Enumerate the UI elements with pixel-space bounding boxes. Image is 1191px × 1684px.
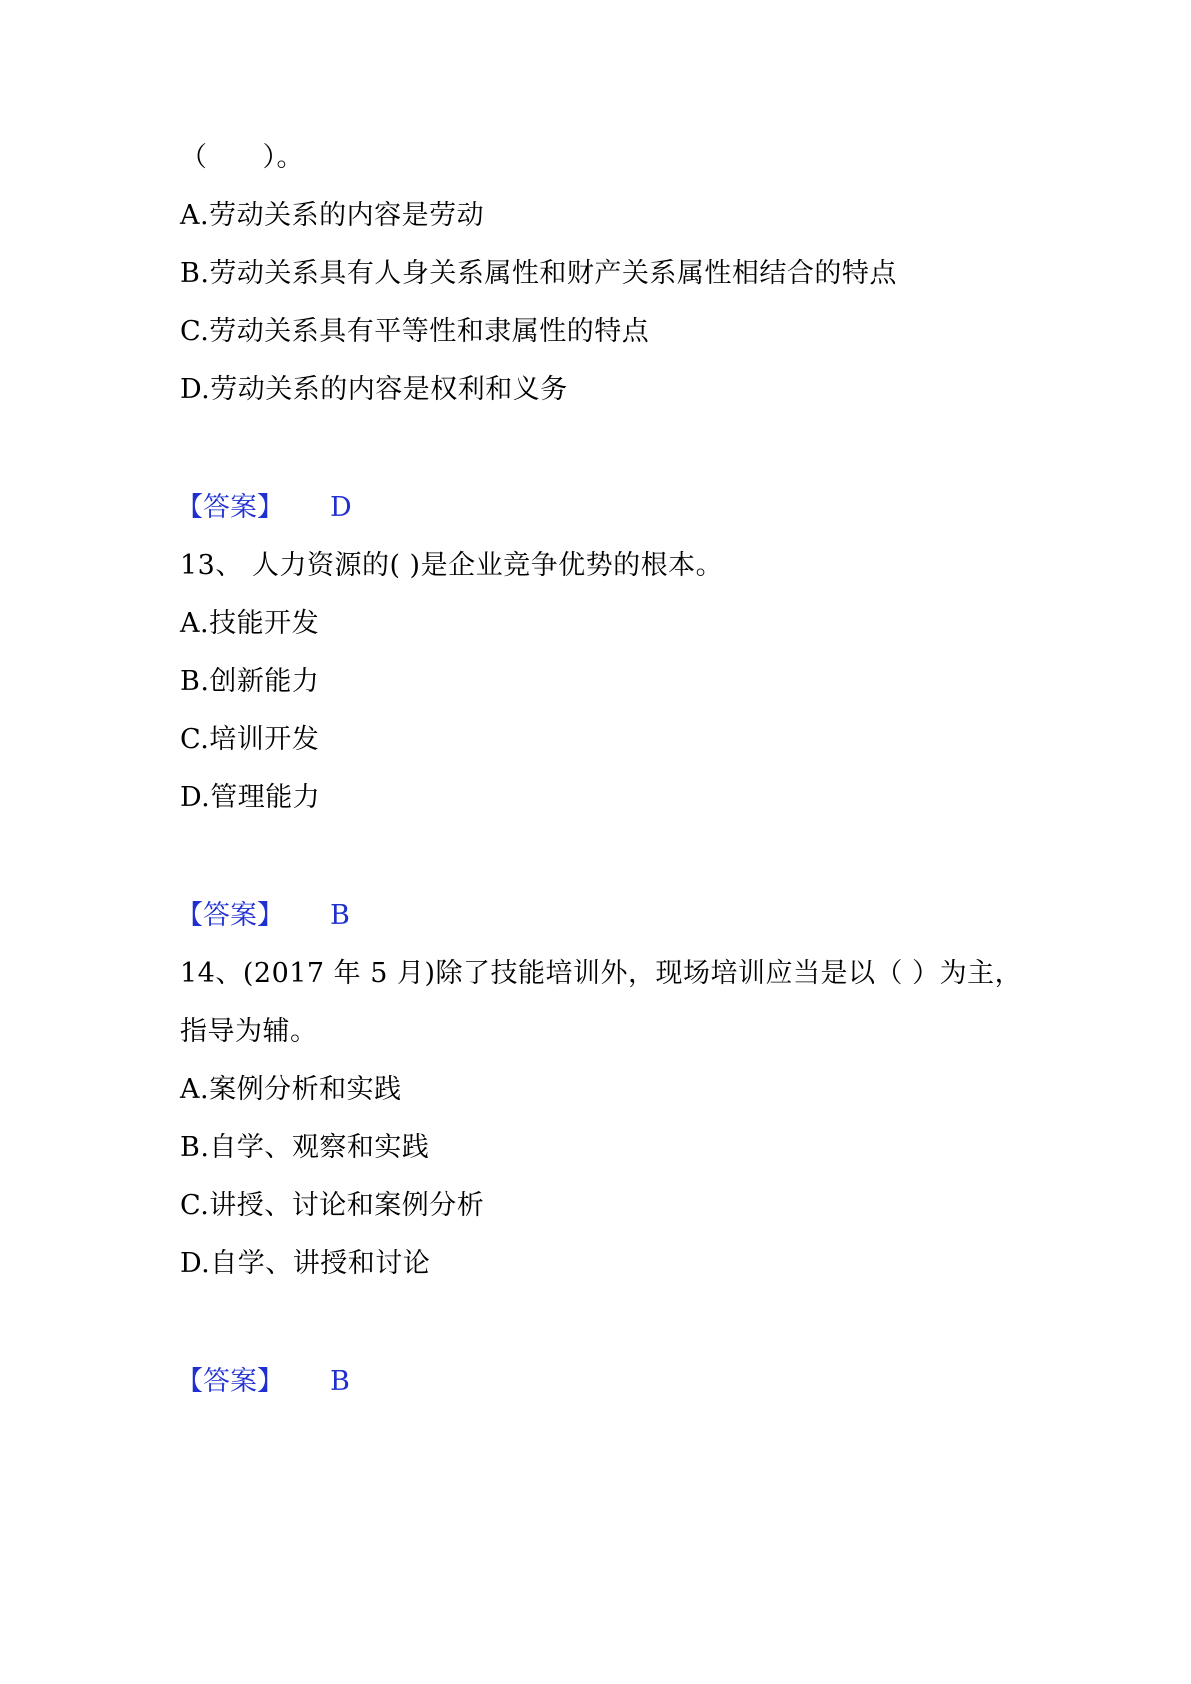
answer-label: 【答案】 (176, 1366, 284, 1397)
question-14-answer (176, 1364, 350, 1400)
answer-value: B (330, 1366, 350, 1397)
question-13-answer (176, 898, 350, 934)
answer-value: B (330, 900, 350, 931)
question-12-stem-tail: （ ）。 (180, 142, 304, 173)
question-13-stem: 13、 人力资源的( )是企业竞争优势的根本。 (180, 550, 724, 581)
question-14-option-a: A.案例分析和实践 (180, 1074, 402, 1105)
question-12-option-d: D.劳动关系的内容是权利和义务 (180, 374, 568, 405)
question-14-option-b: B.自学、观察和实践 (180, 1132, 430, 1163)
answer-label: 【答案】 (176, 492, 284, 523)
question-14-stem-line-1: 14、(2017 年 5 月)除了技能培训外，现场培训应当是以（ ）为主， (180, 958, 1023, 989)
answer-label: 【答案】 (176, 900, 284, 931)
question-12-option-b: B.劳动关系具有人身关系属性和财产关系属性相结合的特点 (180, 258, 897, 289)
question-13-option-d: D.管理能力 (180, 782, 321, 813)
question-13-option-b: B.创新能力 (180, 666, 320, 697)
question-14-option-d: D.自学、讲授和讨论 (180, 1248, 431, 1279)
question-12-answer (176, 490, 352, 526)
answer-value: D (330, 492, 352, 523)
question-14-option-c: C.讲授、讨论和案例分析 (180, 1190, 485, 1221)
question-13-option-a: A.技能开发 (180, 608, 320, 639)
question-12-option-a: A.劳动关系的内容是劳动 (180, 200, 485, 231)
question-13-option-c: C.培训开发 (180, 724, 320, 755)
question-12-option-c: C.劳动关系具有平等性和隶属性的特点 (180, 316, 650, 347)
question-14-stem-line-2: 指导为辅。 (180, 1016, 318, 1047)
